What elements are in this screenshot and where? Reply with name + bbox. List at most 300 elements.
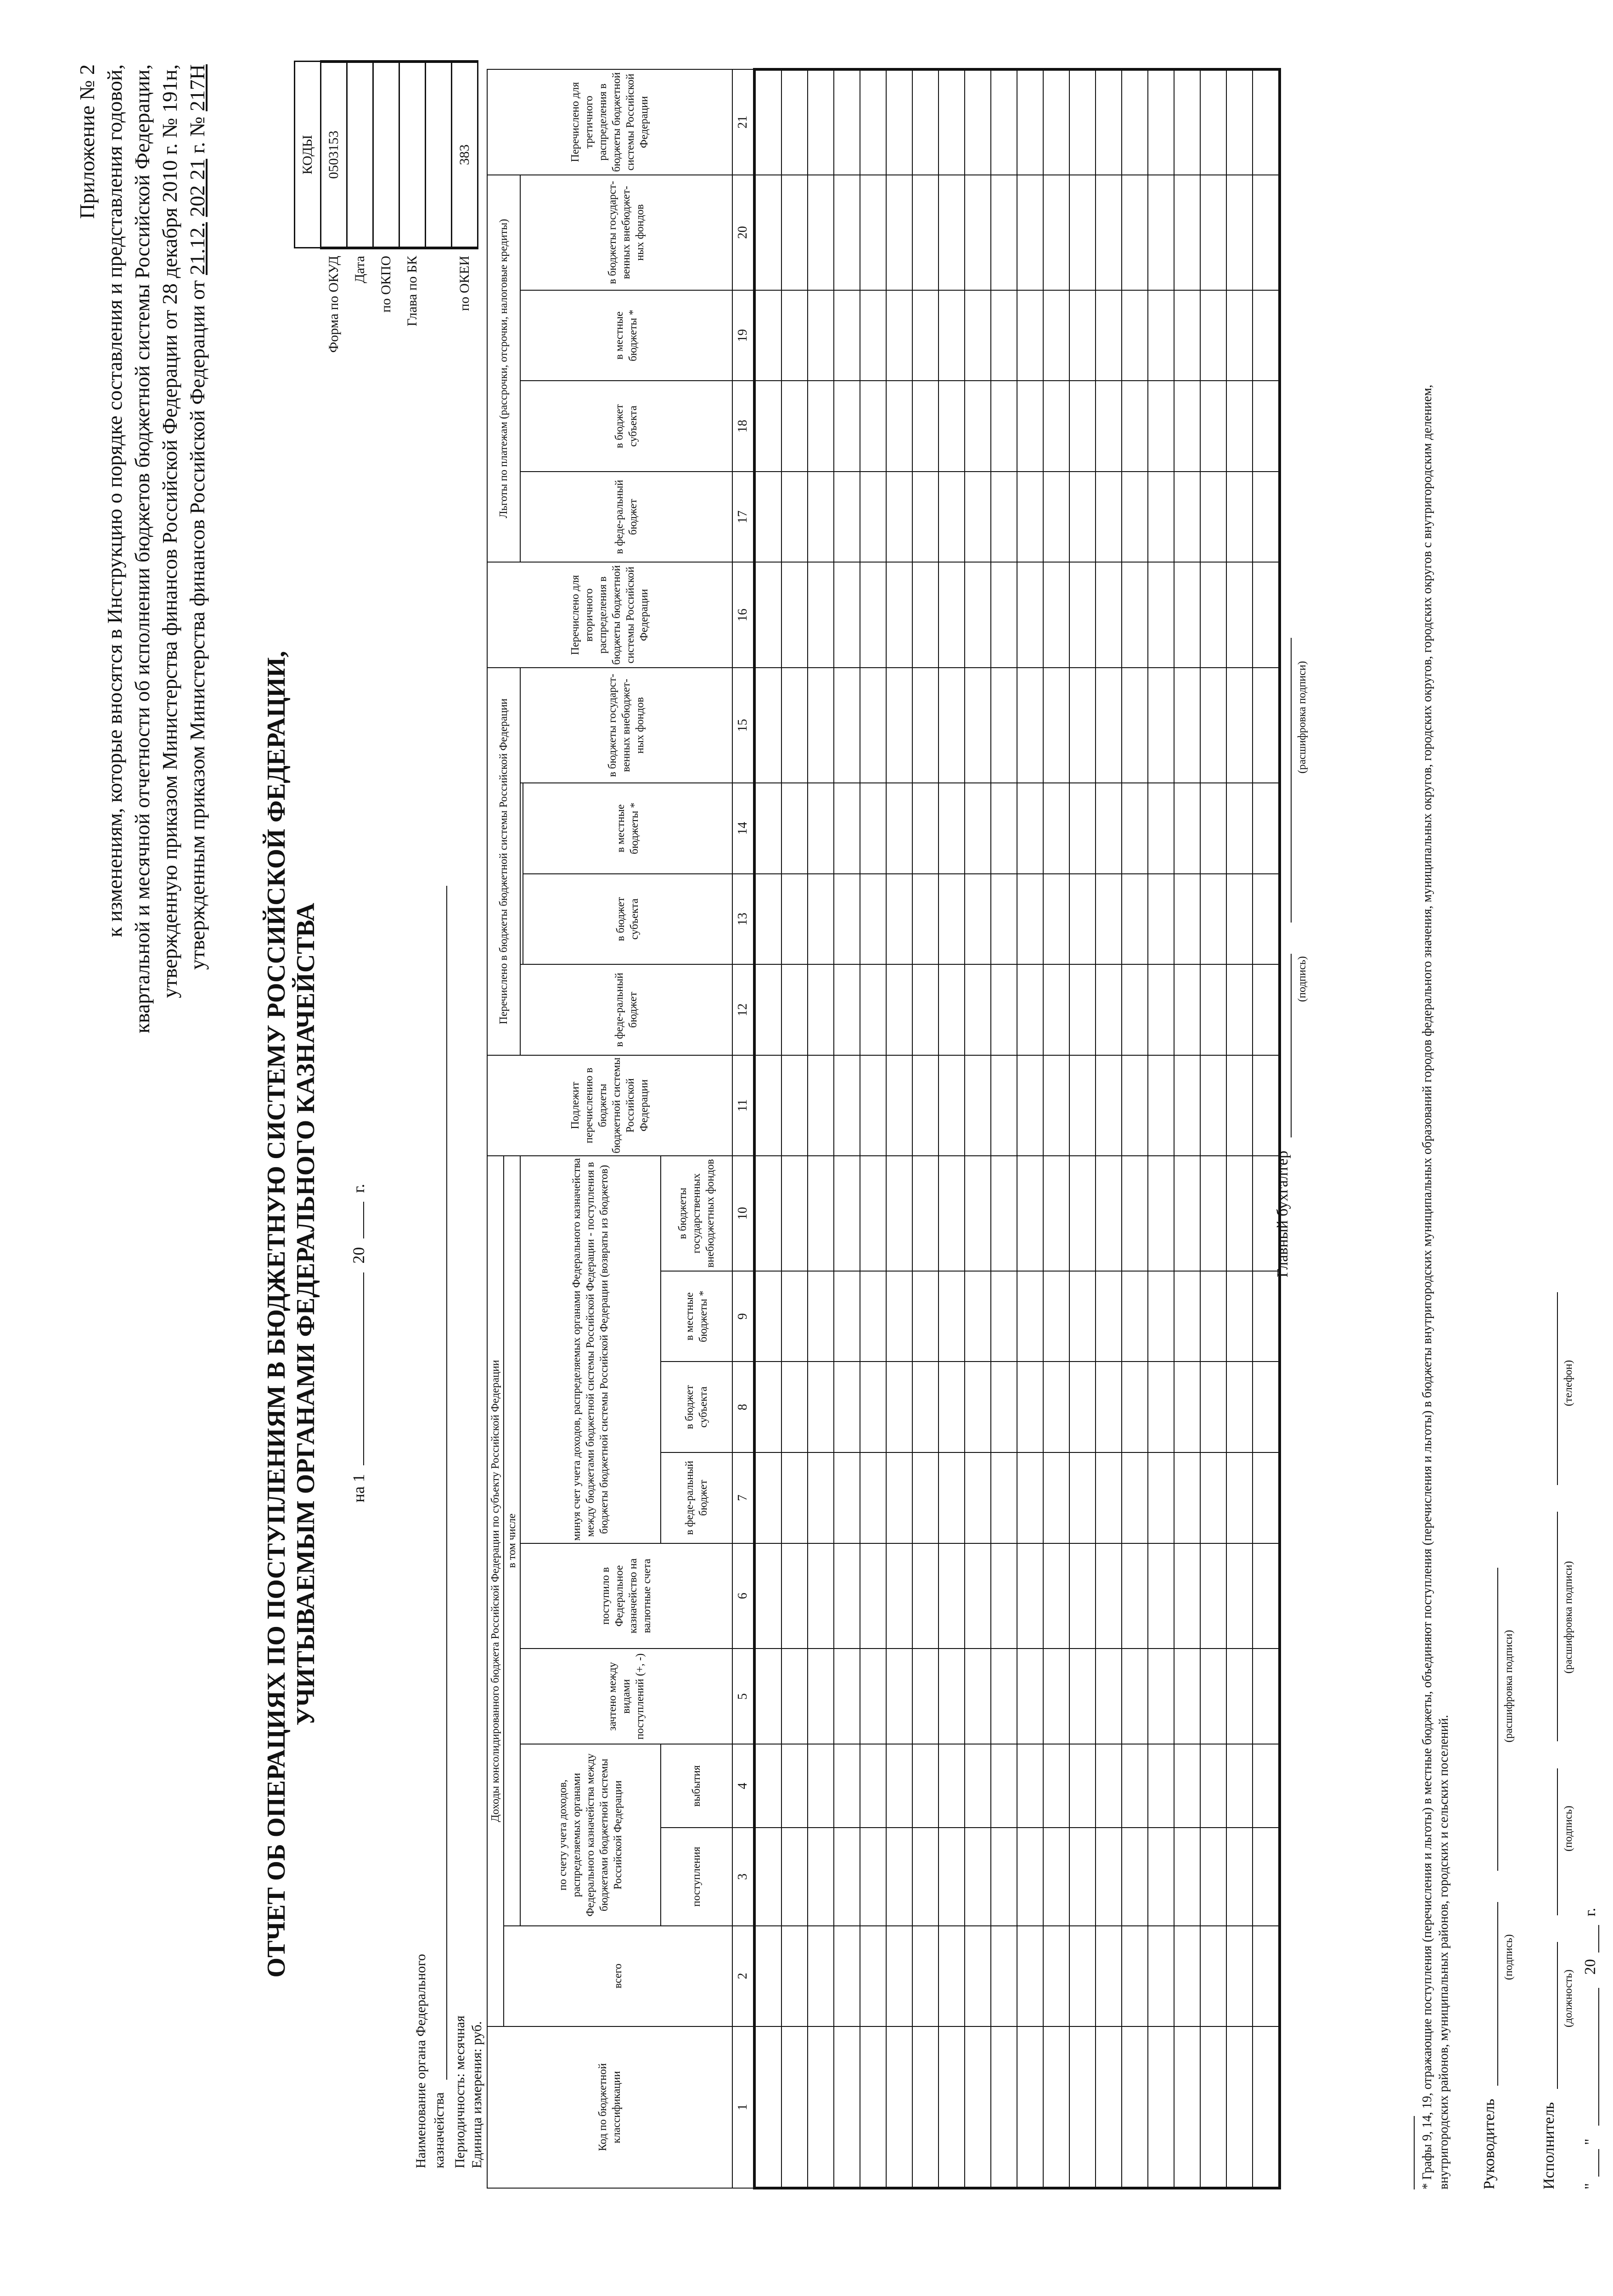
table-cell[interactable] xyxy=(781,1649,808,1744)
table-cell[interactable] xyxy=(1148,1452,1174,1543)
table-cell[interactable] xyxy=(1226,1362,1253,1452)
table-cell[interactable] xyxy=(1043,69,1069,175)
table-cell[interactable] xyxy=(1148,69,1174,175)
table-cell[interactable] xyxy=(754,563,781,668)
table-cell[interactable] xyxy=(1122,290,1148,381)
table-cell[interactable] xyxy=(886,1055,912,1156)
table-cell[interactable] xyxy=(939,472,965,563)
table-cell[interactable] xyxy=(1017,1156,1043,1271)
table-cell[interactable] xyxy=(1200,783,1226,874)
table-cell[interactable] xyxy=(1096,2026,1122,2188)
table-cell[interactable] xyxy=(965,381,991,472)
table-cell[interactable] xyxy=(1122,874,1148,965)
table-cell[interactable] xyxy=(1200,69,1226,175)
table-cell[interactable] xyxy=(1200,1271,1226,1362)
table-cell[interactable] xyxy=(912,1362,939,1452)
table-cell[interactable] xyxy=(781,1543,808,1649)
table-cell[interactable] xyxy=(754,783,781,874)
table-cell[interactable] xyxy=(939,783,965,874)
table-cell[interactable] xyxy=(1096,668,1122,783)
table-cell[interactable] xyxy=(1200,1649,1226,1744)
table-cell[interactable] xyxy=(991,175,1017,290)
table-cell[interactable] xyxy=(1122,381,1148,472)
table-cell[interactable] xyxy=(860,1271,886,1362)
table-cell[interactable] xyxy=(754,1271,781,1362)
table-cell[interactable] xyxy=(1253,1744,1280,1828)
table-cell[interactable] xyxy=(1253,290,1280,381)
table-cell[interactable] xyxy=(1253,1543,1280,1649)
table-cell[interactable] xyxy=(912,874,939,965)
table-cell[interactable] xyxy=(965,472,991,563)
table-cell[interactable] xyxy=(808,1271,834,1362)
table-cell[interactable] xyxy=(860,668,886,783)
table-cell[interactable] xyxy=(1017,175,1043,290)
table-cell[interactable] xyxy=(965,668,991,783)
table-cell[interactable] xyxy=(1174,1156,1200,1271)
table-cell[interactable] xyxy=(939,563,965,668)
table-cell[interactable] xyxy=(1200,472,1226,563)
table-cell[interactable] xyxy=(1069,69,1096,175)
table-cell[interactable] xyxy=(1226,1156,1253,1271)
table-cell[interactable] xyxy=(912,472,939,563)
table-cell[interactable] xyxy=(1174,290,1200,381)
table-cell[interactable] xyxy=(1200,1362,1226,1452)
table-cell[interactable] xyxy=(1174,1271,1200,1362)
table-cell[interactable] xyxy=(808,1744,834,1828)
table-cell[interactable] xyxy=(912,1156,939,1271)
table-cell[interactable] xyxy=(781,783,808,874)
table-cell[interactable] xyxy=(1122,1156,1148,1271)
table-cell[interactable] xyxy=(991,1828,1017,1926)
table-cell[interactable] xyxy=(965,290,991,381)
table-cell[interactable] xyxy=(1200,1926,1226,2026)
table-cell[interactable] xyxy=(1017,964,1043,1055)
table-cell[interactable] xyxy=(991,472,1017,563)
table-cell[interactable] xyxy=(1253,1926,1280,2026)
head-decode-field[interactable] xyxy=(1481,1568,1498,1871)
table-cell[interactable] xyxy=(1148,2026,1174,2188)
table-cell[interactable] xyxy=(1148,1744,1174,1828)
table-cell[interactable] xyxy=(1174,2026,1200,2188)
table-cell[interactable] xyxy=(808,668,834,783)
table-cell[interactable] xyxy=(886,1828,912,1926)
table-cell[interactable] xyxy=(1148,964,1174,1055)
table-cell[interactable] xyxy=(754,1452,781,1543)
table-cell[interactable] xyxy=(834,1649,860,1744)
table-cell[interactable] xyxy=(1174,1452,1200,1543)
table-cell[interactable] xyxy=(1043,1926,1069,2026)
table-cell[interactable] xyxy=(808,874,834,965)
table-cell[interactable] xyxy=(1200,1744,1226,1828)
table-cell[interactable] xyxy=(754,69,781,175)
table-cell[interactable] xyxy=(1148,1362,1174,1452)
table-cell[interactable] xyxy=(1043,1156,1069,1271)
table-cell[interactable] xyxy=(808,1828,834,1926)
table-cell[interactable] xyxy=(1200,1156,1226,1271)
table-cell[interactable] xyxy=(1017,1828,1043,1926)
table-cell[interactable] xyxy=(1148,1156,1174,1271)
table-cell[interactable] xyxy=(965,563,991,668)
table-cell[interactable] xyxy=(860,783,886,874)
table-cell[interactable] xyxy=(886,69,912,175)
table-cell[interactable] xyxy=(754,874,781,965)
table-cell[interactable] xyxy=(939,668,965,783)
table-cell[interactable] xyxy=(754,1828,781,1926)
table-cell[interactable] xyxy=(1174,1926,1200,2026)
table-cell[interactable] xyxy=(1253,69,1280,175)
table-cell[interactable] xyxy=(808,1649,834,1744)
table-cell[interactable] xyxy=(1226,1543,1253,1649)
code-value-bk[interactable] xyxy=(399,62,426,248)
table-cell[interactable] xyxy=(965,1055,991,1156)
table-cell[interactable] xyxy=(939,1271,965,1362)
table-cell[interactable] xyxy=(834,69,860,175)
table-cell[interactable] xyxy=(1226,2026,1253,2188)
table-cell[interactable] xyxy=(808,175,834,290)
table-cell[interactable] xyxy=(1069,874,1096,965)
table-cell[interactable] xyxy=(991,1543,1017,1649)
table-cell[interactable] xyxy=(1017,1362,1043,1452)
table-cell[interactable] xyxy=(860,1362,886,1452)
table-cell[interactable] xyxy=(991,1055,1017,1156)
table-cell[interactable] xyxy=(1069,1452,1096,1543)
table-cell[interactable] xyxy=(991,69,1017,175)
table-cell[interactable] xyxy=(1017,874,1043,965)
table-cell[interactable] xyxy=(1174,472,1200,563)
table-cell[interactable] xyxy=(754,175,781,290)
table-cell[interactable] xyxy=(1174,1828,1200,1926)
table-cell[interactable] xyxy=(939,290,965,381)
table-cell[interactable] xyxy=(781,1362,808,1452)
table-cell[interactable] xyxy=(1043,175,1069,290)
table-cell[interactable] xyxy=(1226,874,1253,965)
table-cell[interactable] xyxy=(1069,1055,1096,1156)
table-cell[interactable] xyxy=(1069,1362,1096,1452)
table-cell[interactable] xyxy=(834,2026,860,2188)
table-cell[interactable] xyxy=(1200,668,1226,783)
table-cell[interactable] xyxy=(939,1156,965,1271)
table-cell[interactable] xyxy=(1148,1926,1174,2026)
table-cell[interactable] xyxy=(1096,1744,1122,1828)
table-cell[interactable] xyxy=(834,1926,860,2026)
table-cell[interactable] xyxy=(1226,69,1253,175)
table-cell[interactable] xyxy=(912,175,939,290)
table-cell[interactable] xyxy=(965,1271,991,1362)
table-cell[interactable] xyxy=(808,1156,834,1271)
table-cell[interactable] xyxy=(860,1649,886,1744)
table-cell[interactable] xyxy=(1122,1452,1148,1543)
table-cell[interactable] xyxy=(1226,381,1253,472)
code-value-date[interactable] xyxy=(347,62,373,248)
table-cell[interactable] xyxy=(1069,290,1096,381)
table-cell[interactable] xyxy=(1043,381,1069,472)
table-cell[interactable] xyxy=(1017,290,1043,381)
table-cell[interactable] xyxy=(834,964,860,1055)
table-cell[interactable] xyxy=(1226,1828,1253,1926)
table-cell[interactable] xyxy=(965,783,991,874)
table-cell[interactable] xyxy=(1043,783,1069,874)
table-cell[interactable] xyxy=(860,1156,886,1271)
table-cell[interactable] xyxy=(1122,668,1148,783)
table-cell[interactable] xyxy=(939,964,965,1055)
table-cell[interactable] xyxy=(965,1649,991,1744)
table-cell[interactable] xyxy=(991,290,1017,381)
table-cell[interactable] xyxy=(991,1156,1017,1271)
table-cell[interactable] xyxy=(781,1055,808,1156)
table-cell[interactable] xyxy=(912,1649,939,1744)
table-cell[interactable] xyxy=(886,1362,912,1452)
table-cell[interactable] xyxy=(1043,1452,1069,1543)
table-cell[interactable] xyxy=(1069,563,1096,668)
table-cell[interactable] xyxy=(939,69,965,175)
table-cell[interactable] xyxy=(1174,1055,1200,1156)
executor-phone-field[interactable] xyxy=(1540,1292,1558,1485)
table-cell[interactable] xyxy=(939,2026,965,2188)
table-cell[interactable] xyxy=(1226,1926,1253,2026)
table-cell[interactable] xyxy=(781,563,808,668)
table-cell[interactable] xyxy=(1043,1828,1069,1926)
code-value-okpo[interactable] xyxy=(373,62,399,248)
table-cell[interactable] xyxy=(912,964,939,1055)
table-cell[interactable] xyxy=(912,1744,939,1828)
table-cell[interactable] xyxy=(808,1452,834,1543)
table-cell[interactable] xyxy=(754,472,781,563)
table-cell[interactable] xyxy=(834,1055,860,1156)
table-cell[interactable] xyxy=(1122,783,1148,874)
table-cell[interactable] xyxy=(860,290,886,381)
table-cell[interactable] xyxy=(834,1362,860,1452)
table-cell[interactable] xyxy=(754,1649,781,1744)
table-cell[interactable] xyxy=(939,175,965,290)
table-cell[interactable] xyxy=(1122,69,1148,175)
table-cell[interactable] xyxy=(1148,1543,1174,1649)
table-cell[interactable] xyxy=(808,1543,834,1649)
table-cell[interactable] xyxy=(1226,472,1253,563)
table-cell[interactable] xyxy=(808,1926,834,2026)
table-cell[interactable] xyxy=(781,69,808,175)
table-cell[interactable] xyxy=(1253,1649,1280,1744)
table-cell[interactable] xyxy=(860,563,886,668)
table-cell[interactable] xyxy=(860,1926,886,2026)
table-cell[interactable] xyxy=(860,1452,886,1543)
table-cell[interactable] xyxy=(1096,175,1122,290)
table-cell[interactable] xyxy=(1226,964,1253,1055)
table-cell[interactable] xyxy=(886,381,912,472)
table-cell[interactable] xyxy=(1017,1452,1043,1543)
table-cell[interactable] xyxy=(886,1649,912,1744)
table-cell[interactable] xyxy=(965,1926,991,2026)
table-cell[interactable] xyxy=(834,381,860,472)
table-cell[interactable] xyxy=(1174,1744,1200,1828)
table-cell[interactable] xyxy=(912,381,939,472)
table-cell[interactable] xyxy=(912,783,939,874)
table-cell[interactable] xyxy=(886,668,912,783)
table-cell[interactable] xyxy=(1226,175,1253,290)
table-cell[interactable] xyxy=(1174,1543,1200,1649)
table-cell[interactable] xyxy=(912,1543,939,1649)
table-cell[interactable] xyxy=(1017,381,1043,472)
table-cell[interactable] xyxy=(1200,175,1226,290)
table-cell[interactable] xyxy=(1148,175,1174,290)
table-cell[interactable] xyxy=(939,1649,965,1744)
table-cell[interactable] xyxy=(886,563,912,668)
table-cell[interactable] xyxy=(1017,1649,1043,1744)
table-cell[interactable] xyxy=(808,2026,834,2188)
table-cell[interactable] xyxy=(939,1362,965,1452)
chief-accountant-decode-field[interactable] xyxy=(1274,638,1292,923)
chief-accountant-signature-field[interactable] xyxy=(1274,954,1292,1137)
table-cell[interactable] xyxy=(1017,1055,1043,1156)
table-cell[interactable] xyxy=(939,1055,965,1156)
table-cell[interactable] xyxy=(1253,1452,1280,1543)
table-cell[interactable] xyxy=(754,381,781,472)
table-cell[interactable] xyxy=(912,1926,939,2026)
table-cell[interactable] xyxy=(834,668,860,783)
table-cell[interactable] xyxy=(1200,1828,1226,1926)
table-cell[interactable] xyxy=(781,472,808,563)
table-cell[interactable] xyxy=(834,563,860,668)
table-cell[interactable] xyxy=(1096,874,1122,965)
table-cell[interactable] xyxy=(860,472,886,563)
table-cell[interactable] xyxy=(1122,2026,1148,2188)
table-cell[interactable] xyxy=(1096,1543,1122,1649)
table-cell[interactable] xyxy=(834,783,860,874)
table-cell[interactable] xyxy=(834,1543,860,1649)
table-cell[interactable] xyxy=(1174,69,1200,175)
table-cell[interactable] xyxy=(1122,1543,1148,1649)
table-cell[interactable] xyxy=(1148,1271,1174,1362)
table-cell[interactable] xyxy=(1174,563,1200,668)
table-cell[interactable] xyxy=(1017,1926,1043,2026)
table-cell[interactable] xyxy=(1148,381,1174,472)
table-cell[interactable] xyxy=(834,472,860,563)
table-cell[interactable] xyxy=(991,1271,1017,1362)
table-cell[interactable] xyxy=(1174,783,1200,874)
table-cell[interactable] xyxy=(1253,381,1280,472)
table-cell[interactable] xyxy=(886,1452,912,1543)
table-cell[interactable] xyxy=(886,472,912,563)
table-cell[interactable] xyxy=(1069,668,1096,783)
table-cell[interactable] xyxy=(1096,1926,1122,2026)
table-cell[interactable] xyxy=(965,1828,991,1926)
table-cell[interactable] xyxy=(912,1828,939,1926)
table-cell[interactable] xyxy=(1043,1543,1069,1649)
table-cell[interactable] xyxy=(1148,563,1174,668)
table-cell[interactable] xyxy=(1043,874,1069,965)
table-cell[interactable] xyxy=(886,175,912,290)
table-cell[interactable] xyxy=(1148,668,1174,783)
table-cell[interactable] xyxy=(1096,964,1122,1055)
table-cell[interactable] xyxy=(1096,1649,1122,1744)
table-cell[interactable] xyxy=(912,1452,939,1543)
table-cell[interactable] xyxy=(1200,563,1226,668)
table-cell[interactable] xyxy=(834,1452,860,1543)
table-cell[interactable] xyxy=(1122,1828,1148,1926)
table-cell[interactable] xyxy=(860,69,886,175)
table-cell[interactable] xyxy=(1017,1543,1043,1649)
table-cell[interactable] xyxy=(1122,1271,1148,1362)
table-cell[interactable] xyxy=(1226,783,1253,874)
table-cell[interactable] xyxy=(1148,1055,1174,1156)
table-cell[interactable] xyxy=(1174,874,1200,965)
table-cell[interactable] xyxy=(1122,472,1148,563)
table-cell[interactable] xyxy=(754,1156,781,1271)
table-cell[interactable] xyxy=(781,1744,808,1828)
table-cell[interactable] xyxy=(1096,1452,1122,1543)
table-cell[interactable] xyxy=(860,175,886,290)
table-cell[interactable] xyxy=(781,874,808,965)
table-cell[interactable] xyxy=(1069,1543,1096,1649)
table-cell[interactable] xyxy=(886,2026,912,2188)
table-cell[interactable] xyxy=(991,964,1017,1055)
table-cell[interactable] xyxy=(754,964,781,1055)
table-cell[interactable] xyxy=(1200,381,1226,472)
table-cell[interactable] xyxy=(860,381,886,472)
table-cell[interactable] xyxy=(912,668,939,783)
table-cell[interactable] xyxy=(1226,1744,1253,1828)
table-cell[interactable] xyxy=(1200,1055,1226,1156)
table-cell[interactable] xyxy=(781,1926,808,2026)
table-cell[interactable] xyxy=(781,175,808,290)
org-name-field[interactable] xyxy=(433,886,447,2080)
table-cell[interactable] xyxy=(1200,874,1226,965)
table-cell[interactable] xyxy=(1096,69,1122,175)
table-cell[interactable] xyxy=(991,1926,1017,2026)
table-cell[interactable] xyxy=(1122,1362,1148,1452)
table-cell[interactable] xyxy=(1122,964,1148,1055)
table-cell[interactable] xyxy=(781,1271,808,1362)
code-value-empty[interactable] xyxy=(426,62,452,248)
table-cell[interactable] xyxy=(1096,783,1122,874)
table-cell[interactable] xyxy=(1069,2026,1096,2188)
table-cell[interactable] xyxy=(939,1452,965,1543)
table-cell[interactable] xyxy=(834,1156,860,1271)
table-cell[interactable] xyxy=(965,874,991,965)
table-cell[interactable] xyxy=(886,874,912,965)
table-cell[interactable] xyxy=(1017,1744,1043,1828)
table-cell[interactable] xyxy=(860,1543,886,1649)
table-cell[interactable] xyxy=(912,69,939,175)
head-signature-field[interactable] xyxy=(1481,1902,1498,2086)
table-cell[interactable] xyxy=(886,290,912,381)
table-cell[interactable] xyxy=(1043,1649,1069,1744)
table-cell[interactable] xyxy=(1096,1055,1122,1156)
table-cell[interactable] xyxy=(1200,1452,1226,1543)
table-cell[interactable] xyxy=(1043,290,1069,381)
table-cell[interactable] xyxy=(912,290,939,381)
table-cell[interactable] xyxy=(912,2026,939,2188)
table-cell[interactable] xyxy=(808,69,834,175)
table-cell[interactable] xyxy=(834,1744,860,1828)
table-cell[interactable] xyxy=(1069,1156,1096,1271)
table-cell[interactable] xyxy=(965,1744,991,1828)
table-cell[interactable] xyxy=(1017,668,1043,783)
table-cell[interactable] xyxy=(1069,1828,1096,1926)
table-cell[interactable] xyxy=(781,964,808,1055)
table-cell[interactable] xyxy=(1253,1271,1280,1362)
table-cell[interactable] xyxy=(781,2026,808,2188)
table-cell[interactable] xyxy=(1122,1926,1148,2026)
table-cell[interactable] xyxy=(1200,964,1226,1055)
table-cell[interactable] xyxy=(939,874,965,965)
executor-decode-field[interactable] xyxy=(1540,1512,1558,1741)
table-cell[interactable] xyxy=(1017,1271,1043,1362)
table-cell[interactable] xyxy=(912,1055,939,1156)
table-cell[interactable] xyxy=(1069,1271,1096,1362)
table-cell[interactable] xyxy=(965,175,991,290)
table-cell[interactable] xyxy=(939,1744,965,1828)
table-cell[interactable] xyxy=(939,1543,965,1649)
